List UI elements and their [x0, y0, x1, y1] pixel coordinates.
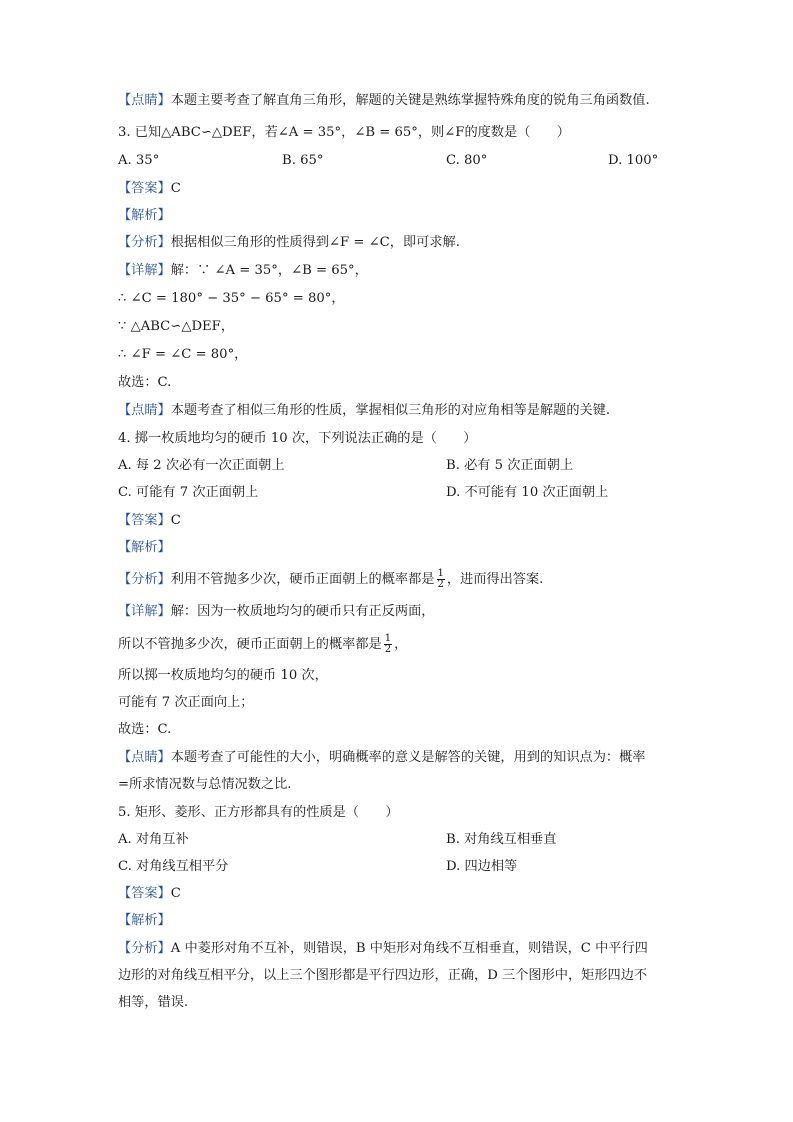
analysis-tag: 【解析】 — [118, 208, 171, 223]
detail-text: 解：因为一枚质地均匀的硬币只有正反两面， — [170, 604, 435, 619]
q4-option-c: C. 可能有 7 次正面朝上 — [118, 485, 259, 500]
answer-value: C — [170, 886, 181, 901]
fraction-denominator: 2 — [384, 644, 392, 655]
q4-option-a: A. 每 2 次必有一次正面朝上 — [118, 458, 285, 473]
answer-tag: 【答案】 — [118, 181, 171, 196]
fenxi-text-end: ，进而得出答案. — [446, 572, 544, 587]
q5-analysis — [118, 940, 678, 958]
step-text: 所以不管抛多少次，硬币正面朝上的概率都是 — [118, 637, 382, 652]
fenxi-tag: 【分析】 — [118, 572, 171, 587]
remark-tag: 【点睛】 — [118, 93, 171, 108]
q5-option-c: C. 对角线互相平分 — [118, 859, 229, 874]
q4-detail — [118, 603, 678, 621]
q3-step-4: 故选：C. — [118, 375, 172, 390]
fenxi-text: A 中菱形对角不互补，则错误，B 中矩形对角线不互相垂直，则错误，C 中平行四 — [170, 941, 648, 956]
remark-line — [118, 92, 678, 110]
q4-option-d: D. 不可能有 10 次正面朝上 — [446, 485, 609, 500]
fraction-one-half — [384, 634, 392, 655]
q5-analysis-heading — [118, 912, 678, 930]
detail-tag: 【详解】 — [118, 604, 171, 619]
q4-step-4: 故选：C. — [118, 722, 172, 737]
q3-step-3: ∴ ∠F = ∠C = 80°， — [118, 347, 248, 362]
q5-analysis-cont-2: 相等，错误. — [118, 995, 189, 1010]
fenxi-tag: 【分析】 — [118, 941, 171, 956]
fraction-numerator: 1 — [384, 633, 392, 644]
detail-tag: 【详解】 — [118, 263, 171, 278]
q4-remark — [118, 749, 678, 767]
analysis-tag: 【解析】 — [118, 913, 171, 928]
fraction-numerator: 1 — [437, 568, 444, 579]
q4-analysis-heading — [118, 539, 678, 557]
q5-option-a: A. 对角互补 — [118, 832, 189, 847]
remark-text: 本题考查了可能性的大小，明确概率的意义是解答的关键，用到的知识点为：概率 — [170, 750, 646, 765]
question-3-stem: 3. 已知△ABC∽△DEF，若∠A = 35°，∠B = 65°，则∠F的度数是（ ） — [118, 125, 570, 140]
answer-tag: 【答案】 — [118, 886, 171, 901]
q3-option-b: B. 65° — [282, 153, 324, 168]
fenxi-text: 利用不管抛多少次，硬币正面朝上的概率都是 — [170, 572, 435, 587]
answer-tag: 【答案】 — [118, 513, 171, 528]
q5-answer — [118, 885, 678, 903]
q3-option-d: D. 100° — [608, 153, 659, 168]
q3-step-1: ∴ ∠C = 180° − 35° − 65° = 80°， — [118, 291, 345, 306]
answer-value: C — [170, 181, 181, 196]
q4-answer — [118, 512, 678, 530]
fenxi-tag: 【分析】 — [118, 235, 171, 250]
q4-step-2: 所以掷一枚质地均匀的硬币 10 次， — [118, 668, 328, 683]
q3-analysis — [118, 234, 678, 252]
remark-text: 本题主要考查了解直角三角形，解题的关键是熟练掌握特殊角度的锐角三角函数值. — [170, 93, 650, 108]
fraction-denominator: 2 — [437, 579, 444, 590]
q5-analysis-cont: 边形的对角线互相平分，以上三个图形都是平行四边形，正确，D 三个图形中，矩形四边不 — [118, 968, 648, 983]
q3-analysis-heading — [118, 207, 678, 225]
remark-tag: 【点睛】 — [118, 750, 171, 765]
question-5-stem: 5. 矩形、菱形、正方形都具有的性质是（ ） — [118, 805, 399, 820]
step-text-end: ， — [394, 637, 408, 652]
detail-text: 解：∵ ∠A = 35°，∠B = 65°， — [170, 263, 368, 278]
q4-remark-cont: =所求情况数与总情况数之比. — [118, 777, 292, 792]
q3-option-c: C. 80° — [446, 153, 488, 168]
q3-step-2: ∵ △ABC∽△DEF， — [118, 319, 235, 334]
q4-step-3: 可能有 7 次正面向上； — [118, 695, 254, 710]
question-4-stem: 4. 掷一枚质地均匀的硬币 10 次，下列说法正确的是（ ） — [118, 431, 477, 446]
q4-step-1 — [118, 634, 678, 655]
q5-option-d: D. 四边相等 — [446, 859, 518, 874]
q4-analysis — [118, 569, 678, 590]
fraction-one-half — [437, 569, 445, 590]
q5-option-b: B. 对角线互相垂直 — [446, 832, 557, 847]
q3-detail — [118, 262, 678, 280]
remark-text: 本题考查了相似三角形的性质，掌握相似三角形的对应角相等是解题的关键. — [170, 403, 611, 418]
q4-option-b: B. 必有 5 次正面朝上 — [446, 458, 574, 473]
q3-answer — [118, 180, 678, 198]
q3-remark — [118, 402, 678, 420]
fenxi-text: 根据相似三角形的性质得到∠F = ∠C，即可求解. — [170, 235, 460, 250]
remark-tag: 【点睛】 — [118, 403, 171, 418]
q3-option-a: A. 35° — [118, 153, 160, 168]
analysis-tag: 【解析】 — [118, 540, 171, 555]
answer-value: C — [170, 513, 181, 528]
